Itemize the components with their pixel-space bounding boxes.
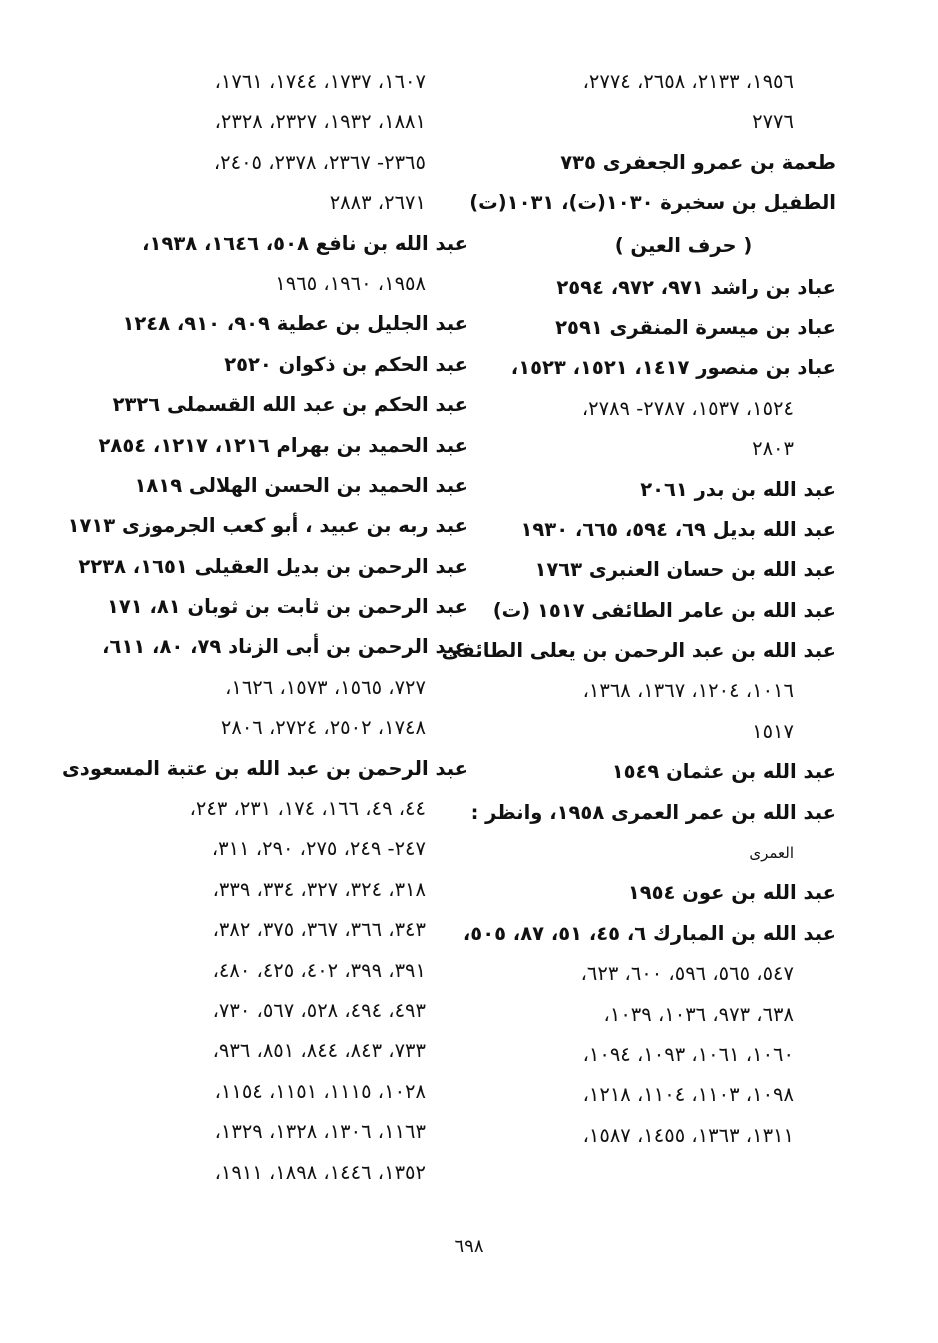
index-continuation: ٤٤، ٤٩، ١٦٦، ١٧٤، ٢٣١، ٢٤٣،	[189, 797, 426, 821]
index-continuation: ١٠١٦، ١٢٠٤، ١٣٦٧، ١٣٦٨،	[582, 679, 794, 703]
index-entry: عبد الله بن عامر الطائفى ١٥١٧ (ت)	[492, 598, 836, 622]
index-continuation: ١٩٥٨، ١٩٦٠، ١٩٦٥	[275, 271, 426, 295]
index-continuation: ٢٤٧- ٢٤٩، ٢٧٥، ٢٩٠، ٣١١،	[211, 837, 426, 861]
index-entry: عبد الله بن حسان العنبرى ١٧٦٣	[534, 558, 836, 582]
index-entry: عبد الله بديل ٦٩، ٥٩٤، ٦٦٥، ١٩٣٠	[520, 517, 836, 541]
index-continuation: ٧٢٧، ١٥٦٥، ١٥٧٣، ١٦٢٦،	[225, 675, 426, 699]
index-continuation: ٣١٨، ٣٢٤، ٣٢٧، ٣٣٤، ٣٣٩،	[212, 877, 426, 901]
index-continuation: ٥٤٧، ٥٦٥، ٥٩٦، ٦٠٠، ٦٢٣،	[580, 962, 794, 986]
index-entry: عبد الرحمن بن ثابت بن ثوبان ٨١، ١٧١	[106, 595, 468, 619]
index-continuation: ١٨٨١، ١٩٣٢، ٢٣٢٧، ٢٣٢٨،	[214, 110, 426, 134]
index-entry: عبد الله بن عمر العمرى ١٩٥٨، وانظر :	[470, 800, 836, 824]
index-continuation: ٧٣٣، ٨٤٣، ٨٤٤، ٨٥١، ٩٣٦،	[212, 1039, 426, 1063]
index-continuation: ٣٤٣، ٣٦٦، ٣٦٧، ٣٧٥، ٣٨٢،	[212, 918, 426, 942]
index-entry: عبد الرحمن بن بديل العقيلى ١٦٥١، ٢٢٣٨	[78, 554, 468, 578]
index-entry: عبد الحكم بن عبد الله القسملى ٢٣٢٦	[112, 393, 468, 417]
index-continuation: ١٥١٧	[752, 719, 794, 743]
index-entry: عباد بن ميسرة المنقرى ٢٥٩١	[555, 315, 836, 339]
index-entry: عبد ربه بن عبيد ، أبو كعب الجرموزى ١٧١٣	[67, 514, 468, 538]
index-entry: عباد بن منصور ١٤١٧، ١٥٢١، ١٥٢٣،	[510, 356, 836, 380]
index-entry: عبد الرحمن بن أبى الزناد ٧٩، ٨٠، ٦١١،	[102, 635, 468, 659]
index-continuation: ٢٦٧١، ٢٨٨٣	[329, 191, 426, 215]
index-continuation: ٢٨٠٣	[752, 437, 794, 461]
index-entry: الطفيل بن سخبرة ١٠٣٠(ت)، ١٠٣١(ت)	[469, 191, 836, 215]
left-index-column	[61, 62, 468, 1193]
index-entry: عبد الله بن نافع ٥٠٨، ١٦٤٦، ١٩٣٨،	[142, 231, 468, 255]
index-entry: عبد الحكم بن ذكوان ٢٥٢٠	[224, 352, 468, 376]
index-entry: عبد الحميد بن بهرام ١٢١٦، ١٢١٧، ٢٨٥٤	[98, 433, 468, 457]
index-continuation: ٣٩١، ٣٩٩، ٤٠٢، ٤٢٥، ٤٨٠،	[212, 958, 426, 982]
index-entry: طعمة بن عمرو الجعفرى ٧٣٥	[560, 150, 836, 174]
index-entry: عبد الرحمن بن عبد الله بن عتبة المسعودى	[61, 756, 468, 780]
index-continuation: ١١٦٣، ١٣٠٦، ١٣٢٨، ١٣٢٩،	[214, 1120, 426, 1144]
index-continuation: العمرى	[749, 844, 794, 863]
index-entry: عبد الحميد بن الحسن الهلالى ١٨١٩	[134, 473, 468, 497]
index-entry: عبد الله بن المبارك ٦، ٤٥، ٥١، ٨٧، ٥٠٥،	[462, 921, 836, 945]
index-continuation: ١٧٤٨، ٢٥٠٢، ٢٧٢٤، ٢٨٠٦	[220, 716, 426, 740]
index-continuation: ١٠٦٠، ١٠٦١، ١٠٩٣، ١٠٩٤،	[582, 1042, 794, 1066]
section-heading: ( حرف العين )	[614, 233, 753, 257]
index-continuation: ١٥٢٤، ١٥٣٧، ٢٧٨٧- ٢٧٨٩،	[581, 396, 794, 420]
index-continuation: ٢٧٧٦	[752, 110, 794, 134]
index-entry: عبد الله بن بدر ٢٠٦١	[640, 477, 836, 501]
page-number: ٦٩٨	[454, 1236, 484, 1257]
index-continuation: ١٩٥٦، ٢١٣٣، ٢٦٥٨، ٢٧٧٤،	[582, 70, 794, 93]
index-entry: عبد الجليل بن عطية ٩٠٩، ٩١٠، ١٢٤٨	[122, 312, 468, 336]
index-continuation: ١٦٠٧، ١٧٣٧، ١٧٤٤، ١٧٦١،	[214, 70, 426, 93]
index-continuation: ١٣٥٢، ١٤٤٦، ١٨٩٨، ١٩١١،	[214, 1160, 426, 1184]
index-entry: عبد الله بن عبد الرحمن بن يعلى الطائفى	[441, 639, 836, 663]
index-continuation: ١٠٢٨، ١١١٥، ١١٥١، ١١٥٤،	[214, 1079, 426, 1103]
index-continuation: ١٣١١، ١٣٦٣، ١٤٥٥، ١٥٨٧،	[582, 1123, 794, 1147]
right-index-column	[441, 62, 836, 1156]
index-continuation: ١٠٩٨، ١١٠٣، ١١٠٤، ١٢١٨،	[582, 1083, 794, 1107]
index-continuation: ٤٩٣، ٤٩٤، ٥٢٨، ٥٦٧، ٧٣٠،	[212, 998, 426, 1022]
index-continuation: ٦٣٨، ٩٧٣، ١٠٣٦، ١٠٣٩،	[603, 1002, 794, 1026]
index-entry: عبد الله بن عون ١٩٥٤	[627, 881, 836, 905]
index-continuation: ٢٣٦٥- ٢٣٦٧، ٢٣٧٨، ٢٤٠٥،	[213, 150, 426, 174]
index-entry: عبد الله بن عثمان ١٥٤٩	[611, 760, 836, 784]
index-entry: عباد بن راشد ٩٧١، ٩٧٢، ٢٥٩٤	[556, 275, 836, 299]
